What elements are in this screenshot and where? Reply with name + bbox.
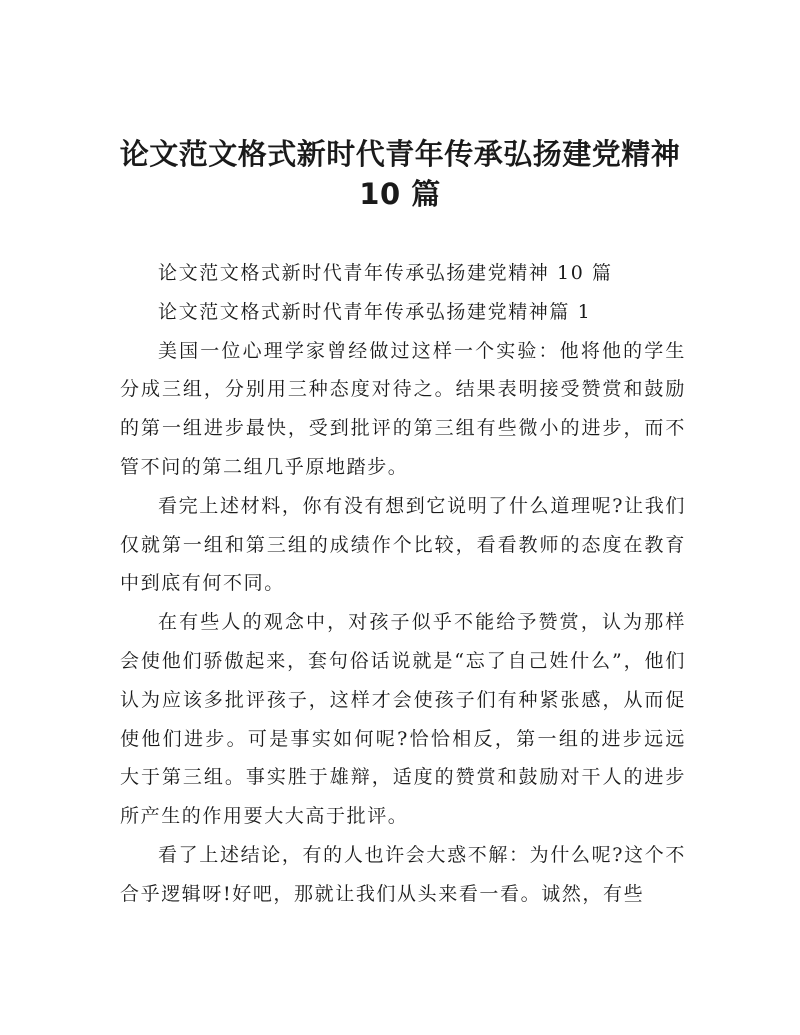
body-paragraph: 在有些人的观念中，对孩子似乎不能给予赞赏，认为那样会使他们骄傲起来，套句俗话说就是“忘了自己姓什么”，他们认为应该多批评孩子，这样才会使孩子们有种紧张感，从而促使他们进步。可是事实如何呢?恰恰相反，第一组的进步远远大于第三组。事实胜于雄辩，适度的赞赏和鼓励对干人的进步所产生的作用要大大高于批评。 bbox=[120, 611, 686, 828]
title-line-1: 论文范文格式新时代青年传承弘扬建党精神 bbox=[119, 137, 681, 171]
subtitle-paragraph: 论文范文格式新时代青年传承弘扬建党精神 10 篇 bbox=[158, 262, 613, 284]
body-paragraph: 美国一位心理学家曾经做过这样一个实验：他将他的学生分成三组，分别用三种态度对待之。结果表明接受赞赏和鼓励的第一组进步最快，受到批评的第三组有些微小的进步，而不管不问的第二组几乎原地踏步。 bbox=[120, 339, 686, 478]
body-paragraph: 看了上述结论，有的人也许会大惑不解：为什么呢?这个不合乎逻辑呀!好吧，那就让我们从头来看一看。诚然，有些 bbox=[120, 843, 686, 905]
document-body bbox=[120, 254, 686, 914]
body-paragraph: 看完上述材料，你有没有想到它说明了什么道理呢?让我们仅就第一组和第三组的成绩作个比较，看看教师的态度在教育中到底有何不同。 bbox=[120, 494, 686, 595]
title-line-2: 10 篇 bbox=[359, 177, 441, 211]
document-title bbox=[100, 134, 700, 214]
section-heading-paragraph: 论文范文格式新时代青年传承弘扬建党精神篇 1 bbox=[158, 300, 592, 323]
